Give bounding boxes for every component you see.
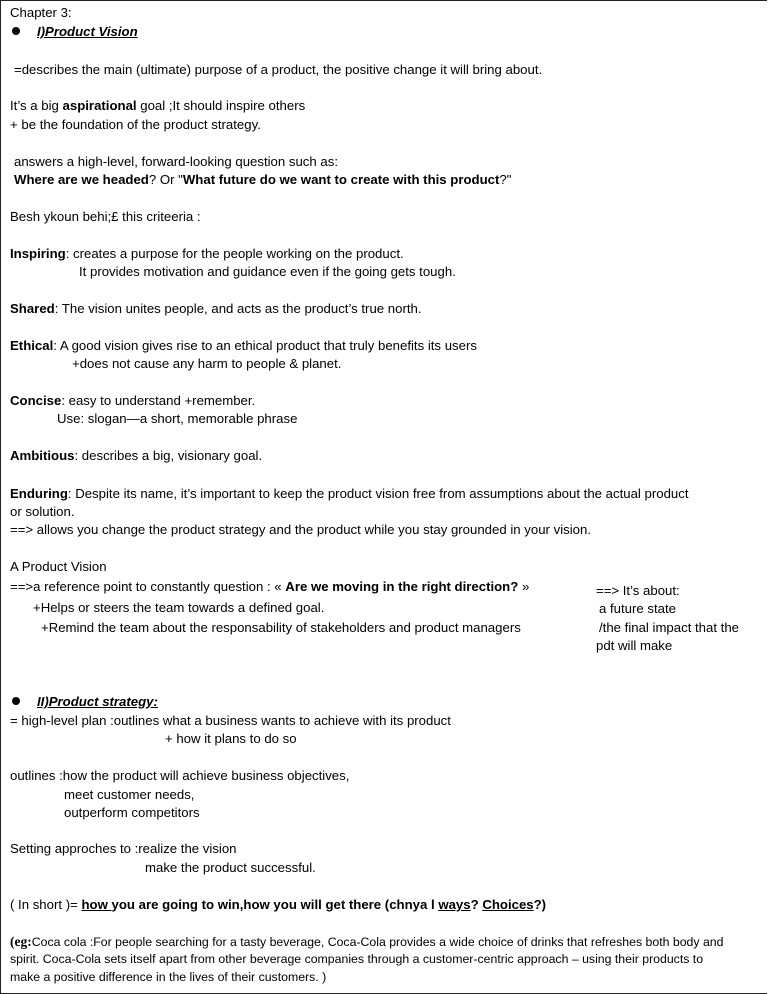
vision-aspirational: It’s a big aspirational goal ;It should inspire others <box>10 98 306 113</box>
outlines-3: outperform competitors <box>64 805 200 820</box>
pv-title: A Product Vision <box>10 559 107 574</box>
example-line-3: make a positive difference in the lives of their customers. ) <box>10 970 327 984</box>
criterion-inspiring: Inspiring: creates a purpose for the people working on the product. <box>10 246 404 261</box>
section-heading-strategy: II)Product strategy: <box>37 694 158 709</box>
example-line-1: (eg:Coca cola :For people searching for a tasty beverage, Coca-Cola provides a wide choice of drinks that refreshes both body and <box>10 934 724 949</box>
chapter-title: Chapter 3: <box>10 5 72 20</box>
strategy-definition: = high-level plan :outlines what a business wants to achieve with its product <box>10 713 451 728</box>
criteria-intro: Besh ykoun behi;£ this criteeria : <box>10 209 201 224</box>
criterion-enduring: Enduring: Despite its name, it’s important to keep the product vision free from assumptions about the actual product <box>10 486 689 501</box>
setting-approaches: Setting approches to :realize the vision <box>10 841 237 856</box>
criterion-concise: Concise: easy to understand +remember. <box>10 393 256 408</box>
bullet <box>12 697 20 705</box>
question-intro: answers a high-level, forward-looking question such as: <box>14 154 338 169</box>
criterion-shared: Shared: The vision unites people, and acts as the product’s true north. <box>10 301 422 316</box>
criterion-ethical-detail: +does not cause any harm to people & planet. <box>72 356 342 371</box>
bullet <box>12 27 20 35</box>
side-note-3: /the final impact that the <box>599 620 740 635</box>
in-short: ( In short )= how you are going to win,how you will get there (chnya l ways? Choices?) <box>10 897 547 912</box>
vision-question: Where are we headed? Or "What future do we want to create with this product?" <box>14 172 512 187</box>
criterion-enduring-cont: or solution. <box>10 504 75 519</box>
pv-reference: ==>a reference point to constantly question : « Are we moving in the right direction? » <box>10 579 530 594</box>
side-note-2: a future state <box>599 601 676 616</box>
pv-remind: +Remind the team about the responsability of stakeholders and product managers <box>41 620 521 635</box>
section-heading-vision: I)Product Vision <box>37 24 138 39</box>
pv-helps: +Helps or steers the team towards a defined goal. <box>33 600 325 615</box>
setting-approaches-cont: make the product successful. <box>145 860 316 875</box>
criterion-concise-detail: Use: slogan—a short, memorable phrase <box>57 411 298 426</box>
criterion-inspiring-detail: It provides motivation and guidance even if the going gets tough. <box>79 264 456 279</box>
criterion-enduring-result: ==> allows you change the product strategy and the product while you stay grounded in your vision. <box>10 522 591 537</box>
side-note-1: ==> It’s about: <box>596 583 680 598</box>
criterion-ambitious: Ambitious: describes a big, visionary goal. <box>10 448 263 463</box>
vision-foundation: + be the foundation of the product strategy. <box>10 117 261 132</box>
vision-definition: =describes the main (ultimate) purpose of a product, the positive change it will bring about. <box>14 62 543 77</box>
outlines-1: outlines :how the product will achieve business objectives, <box>10 768 350 783</box>
side-note-4: pdt will make <box>596 638 673 653</box>
example-line-2: spirit. Coca-Cola sets itself apart from other beverage companies through a customer-centric approach – using their products to <box>10 952 704 966</box>
criterion-ethical: Ethical: A good vision gives rise to an ethical product that truly benefits its users <box>10 338 477 353</box>
outlines-2: meet customer needs, <box>64 787 195 802</box>
strategy-definition-cont: + how it plans to do so <box>165 731 297 746</box>
